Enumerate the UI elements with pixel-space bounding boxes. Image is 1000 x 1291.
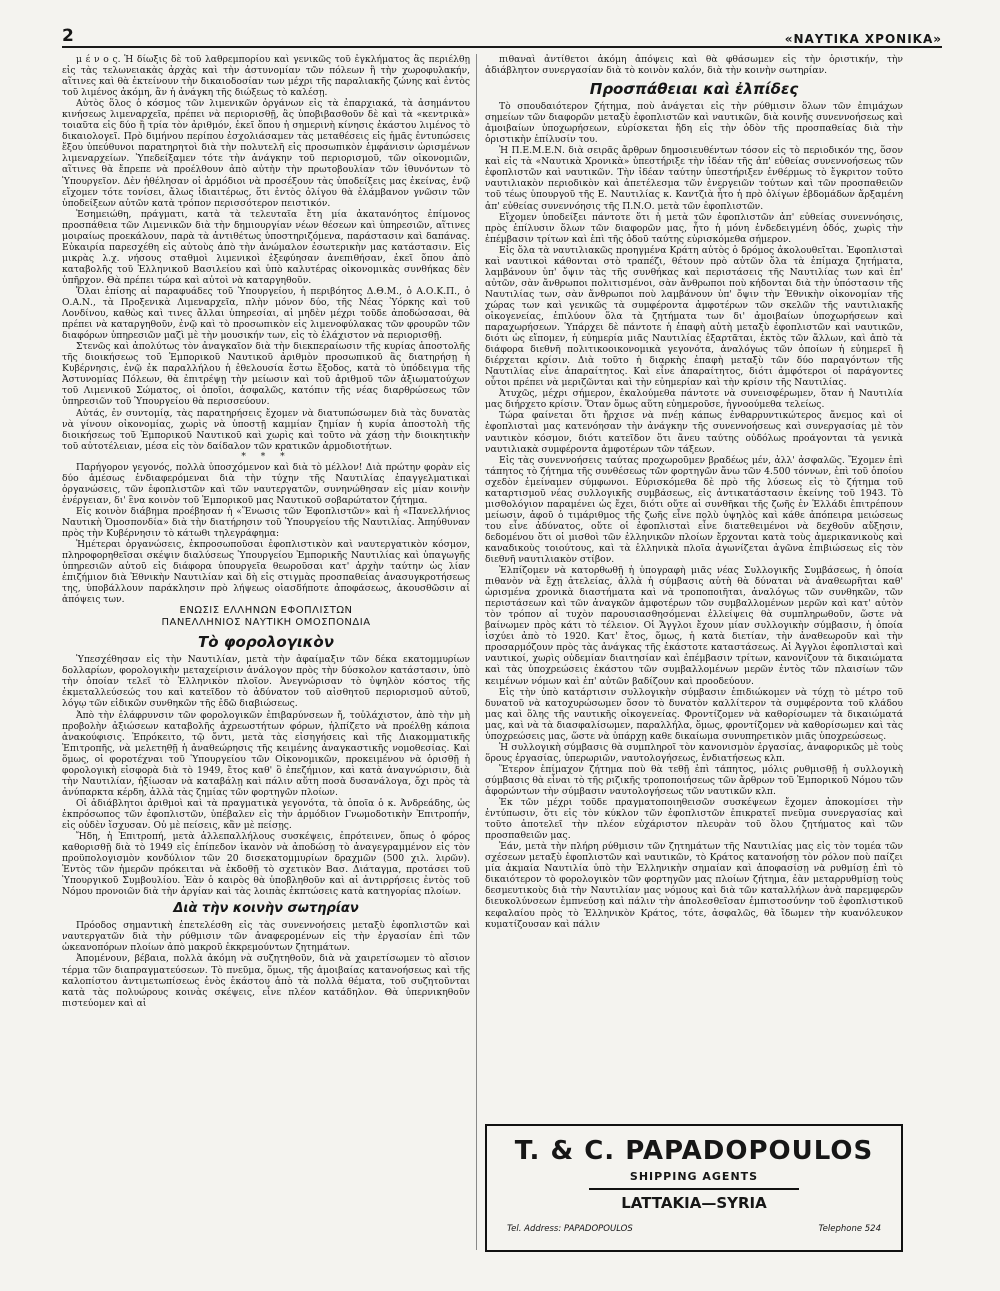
advertisement-box <box>485 1124 903 1252</box>
ad-rule <box>589 1188 799 1190</box>
masthead: «ΝΑΥΤΙΚΑ ΧΡΟΝΙΚΑ» <box>784 32 942 46</box>
page-number: 2 <box>62 26 74 46</box>
section-heading: Προσπάθειαι καὶ ἐλπίδες <box>589 80 799 99</box>
paragraph: Εἰς κοινὸν διάβημα προέβησαν ἡ «Ἕνωσις τῶν Ἐφοπλιστῶν» καὶ ἡ «Πανελλήνιος Ναυτικὴ Ὁμοσπονδία» διὰ τὴν διατήρησιν τοῦ Ὑπουργείου τῆς Ναυτιλίας. Ἀπηύθυναν πρὸς τὴν Κυβέρνησιν τὸ κάτωθι τηλεγράφημα: <box>62 505 470 539</box>
paragraph: Ἐσημειώθη, πράγματι, κατὰ τὰ τελευταῖα ἔτη μία ἀκατανόητος ἐπίμονος προσπάθεια τῶν Λιμενικῶν διὰ τὴν δημιουργίαν νέων θέσεων καὶ ὑπηρεσιῶν, αἵτινες μοιραίως προεκάλουν, παρὰ τὰ ἀντιθέτως ὑποστηριζόμενα, παράστασιν καὶ δαπάνας. Εὐκαιρία παρεσχέθη εἰς αὐτοὺς ἀπὸ τὴν ἀνώμαλον ἐσωτερικὴν μας κατάστασιν. Εἰς μικρὰς λ.χ. νήσους σταθμοὶ λιμενικοὶ ἐξεφύησαν ἀνεπιθήσαν, ἐκεῖ ὅπου ἀπὸ καταβολῆς τοῦ Ἑλληνικοῦ Βασιλείου καὶ ὑπὸ καλυτέρας οἰκονομικὰς συνθήκας δὲν ὑπῆρχον. Θὰ πρέπει τώρα καὶ αὐτοὶ νὰ καταργηθοῦν. <box>62 208 470 286</box>
paragraph: Εἴχομεν ὑποδείξει πάντοτε ὅτι ἡ μετὰ τῶν ἐφοπλιστῶν ἀπ' εὐθείας συνεννόησις, πρὸς ἐπίλυσιν ὅλων τῶν διαφορῶν μας, ἦτο ἡ μόνη ἐνδεδειγμένη ὁδός, χωρὶς τὴν ἐπέμβασιν τρίτων καὶ ἐπὶ τῆς ὁδοῦ ταύτης εὑρισκόμεθα σήμερον. <box>485 211 903 245</box>
paragraph: Εἰς ὅλα τὰ ναυτιλιακῶς προηγμένα Κράτη αὐτὸς ὁ δρόμος ἀκολουθεῖται. Ἐφοπλισταὶ καὶ ναυτικοὶ κάθονται στὸ τραπέζι, θέτουν πρὸ αὐτῶν ὅλα τὰ ἐπίμαχα ζητήματα, λαμβάνουν ὑπ' ὄψιν τὰς τῆς συνθήκας καὶ περιστάσεις τῆς Ναυτιλίας των καὶ ἐπ' αὐτῶν, σὰν ἄνθρωποι πολιτισμένοι, σὰν ἄνθρωποι ποὺ κήδονται διὰ τὴν ὑπόστασιν τῆς Ναυτιλίας των, σὰν ἄνθρωποι ποὺ λαμβάνουν ὑπ' ὄψιν τὴν Ἐθνικὴν οἰκονομίαν τῆς χώρας των καὶ γενικῶς τὰ συμφέροντα ἀμφοτέρων τῶν σκελῶν τῆς ναυτιλιακῆς οἰκογενείας, ἐπιλύουν ὅλα τὰ ζητήματα των δι' ἀμοιβαίων ὑποχωρήσεων καὶ παραχωρήσεων. Ὑπάρχει δὲ πάντοτε ἡ ἐπαφὴ αὐτὴ μεταξὺ ἐφοπλιστῶν καὶ ναυτικῶν, διότι ὡς εἴπομεν, ἡ εὐημερία μιᾶς Ναυτιλίας ἐξαρτᾶται, ἐκτὸς τῶν ἄλλων, καὶ ἀπὸ τὰ διάφορα διεθνῆ πολιτικοοικονομικὰ γεγονότα, ἀναλόγως τῶν ὁποίων ἡ εὐημερεῖ ἢ διέρχεται κρίσιν. Διὰ τοῦτο ἡ διαρκὴς ἐπαφὴ μεταξὺ τῶν δύο παραγόντων τῆς Ναυτιλίας εἶνε ἀπαραίτητος. Καὶ εἶνε ἀπαραίτητος, διότι ἀμφότεροι οἱ παράγοντες οὗτοι πρέπει νὰ μεριζῶνται καὶ τὴν εὐημερίαν καὶ τὴν κρίσιν τῆς Ναυτιλίας. <box>485 244 903 389</box>
ad-city: LATTAKIA—SYRIA <box>621 1193 767 1212</box>
paragraph: Ἡ Π.Ε.Μ.Ε.Ν. διὰ σειρᾶς ἄρθρων δημοσιευθέντων τόσον εἰς τὸ περιοδικόν της, ὅσον καὶ εἰς τὰ «Ναυτικὰ Χρονικὰ» ὑπεστήριξε τὴν ἰδέαν τῆς ἀπ' εὐθείας συνεννοήσεως τῶν ἐφοπλιστῶν καὶ ναυτικῶν. Τὴν ἰδέαν ταύτην ὑπεστήριξεν ἐνθέρμως τὸ ἔγκριτον τοῦτο ναυτιλιακὸν περιοδικὸν καὶ ἀπετέλεσμα τῶν ἐνεργειῶν τούτων καὶ τῶν προσπαθειῶν τοῦ τέως ὑπουργοῦ τῆς Ε. Ναυτιλίας κ. Καντζιὰ ἦτο ἡ πρὸ ὀλίγων ἑβδομάδων ἄρξαμένη ἀπ' εὐθείας συνεννόησις τῆς Π.Ν.Ο. μετὰ τῶν ἐφοπλιστῶν. <box>485 145 903 212</box>
ad-tagline: SHIPPING AGENTS <box>629 1170 759 1183</box>
paragraph: Στενῶς καὶ ἀπολύτως τὸν ἀναγκαῖον διὰ τὴν διεκπεραίωσιν τῆς κυρίας ἀποστολῆς τῆς διοικήσεως τοῦ Ἐμπορικοῦ Ναυτικοῦ ἀριθμὸν προσωπικοῦ ἂς διατηρήσῃ ἡ Κυβέρνησις, ἐνῷ ἐκ παραλλήλου ἡ ἐθελουσία ἔστω ἔξοδος, κατὰ τὸ ὑπόδειγμα τῆς Ἀστυνομίας Πόλεων, θὰ ἐπιτρέψῃ τὴν μείωσιν καὶ τοῦ ἀριθμοῦ τῶν ἀξιωματούχων τοῦ Λιμενικοῦ Σώματος, οἱ ὁποῖοι, ἀσφαλῶς, κατόπιν τῆς νέας διαρθρώσεως τῶν ὑπηρεσιῶν τοῦ Ὑπουργείου θὰ περισσεύουν. <box>62 341 470 408</box>
section-heading: Διὰ τὴν κοινὴν σωτηρίαν <box>173 901 359 917</box>
column-divider <box>476 54 477 1250</box>
paragraph: Ἐλπίζομεν νὰ κατορθωθῇ ἡ ὑπογραφὴ μιᾶς νέας Συλλογικῆς Συμβάσεως, ἡ ὁποία πιθανὸν νὰ ἔχῃ ἀτελείας, ἀλλὰ ἡ σύμβασις αὐτὴ θὰ δύναται νὰ ἀναθεωρῆται καθ' ὡρισμένα χρονικὰ διαστήματα καὶ νὰ τροποποιῆται, ἀναλόγως τῶν συνθηκῶν, τῶν περιστάσεων καὶ τῶν ἀναγκῶν ἀμφοτέρων τῶν συμβαλλομένων μερῶν καὶ κατ' αὐτὸν τὸν τρόπον αἱ τυχὸν παρουσιασθησόμεναι ἐλλείψεις θὰ συμπληρωθοῦν, ὥστε νὰ βαίνωμεν πρὸς κάτι τὸ τέλειον. Οἱ Ἄγγλοι ἔχουν μίαν συλλογικὴν σύμβασιν, ἡ ὁποία ἰσχύει ἀπὸ τὸ 1920. Κατ' ἔτος, ὅμως, ἡ κατὰ διετίαν, τὴν ἀναθεωροῦν καὶ τὴν προσαρμόζουν πρὸς τὰς ἀνάγκας τῆς ἑκάστοτε καταστάσεως. Αἱ Ἀγγλοι ἐφοπλισταὶ καὶ ναυτικοί, χωρὶς οὐδεμίαν διαιτησίαν καὶ ἐπέμβασιν τρίτων, κανονίζουν τὰ δικαιώματα καὶ τὰς ὑποχρεώσεις ἑκάστου τῶν συμβαλλομένων μερῶν ἐντὸς τῶν πλαισίων τῶν κειμένων νόμων καὶ ἐπ' αὐτῶν βαδίζουν καὶ προοδεύουν. <box>485 565 903 687</box>
paragraph: Τὸ σπουδαιότερον ζήτημα, ποὺ ἀνάγεται εἰς τὴν ρύθμισιν ὅλων τῶν ἐπιμάχων σημείων τῶν διαφορῶν μεταξὺ ἐφοπλιστῶν καὶ ναυτικῶν, διὰ κοινῆς συνεννοήσεως καὶ ἀμοιβαίων ὑποχωρήσεων, εὑρίσκεται ἤδη εἰς τὴν ὁδὸν τῆς προσπαθείας διὰ τὴν ὁριστικὴν ἐπίλυσίν του. <box>485 101 903 146</box>
paragraph: Τώρα φαίνεται ὅτι ἤρχισε νὰ πνέῃ κάπως ἐνθαρρυντικώτερος ἄνεμος καὶ οἱ ἐφοπλισταὶ μας κατενόησαν τὴν ἀνάγκην τῆς συνεννοήσεως καὶ συνεργασίας μὲ τὸν ναυτικὸν κόσμον, διότι κατεῖδον ὅτι ἄνευ ταύτης οὐδόλως προάγονται τὰ γενικὰ ναυτιλιακὰ συμφέροντα ἀμφοτέρων τῶν τάξεων. <box>485 410 903 455</box>
paragraph: Ἐκ τῶν μέχρι τοῦδε πραγματοποιηθεισῶν συσκέψεων ἔχομεν ἀποκομίσει τὴν ἐντύπωσιν, ὅτι εἰς τὸν κύκλον τῶν ἐφοπλιστῶν ἐπικρατεῖ πνεῦμα συνεργασίας καὶ τοῦτο ἀποτελεῖ τὴν πλέον εὐχάριστον πλευρὰν τοῦ ὅλου ζητήματος καὶ τῶν προσπαθειῶν μας. <box>485 797 903 842</box>
ad-company-name: T. & C. PAPADOPOULOS <box>514 1136 874 1166</box>
paragraph: Εἰς τὰς συνεννοήσεις ταύτας προχωροῦμεν βραδέως μέν, ἀλλ' ἀσφαλῶς. Ἔχομεν ἐπὶ τάπητος τὸ ζήτημα τῆς συνθέσεως τῶν φορτηγῶν ἄνω τῶν 4.500 τόννων, ἐπὶ τοῦ ὁποίου σχεδὸν ἐμείναμεν σύμφωνοι. Εὑρισκόμεθα δὲ πρὸ τῆς λύσεως εἰς τὸ ζήτημα τοῦ καταρτισμοῦ νέας συλλογικῆς συμβάσεως, εἰς ἀντικατάστασιν ἐκείνης τοῦ 1943. Τὸ μισθολόγιον παραμένει ὡς ἔχει, διότι οὔτε αἱ συνθῆκαι τῆς ζωῆς ἐν Ἑλλάδι ἐπιτρέπουν μείωσιν, ἀφοῦ ὁ τιμάριθμος τῆς ζωῆς εἶνε πολὺ ὑψηλὸς καὶ κάθε ἀπόπειρα μειώσεως του εἶνε ἀδύνατος, οὔτε οἱ ἐφοπλισταὶ εἶνε διατεθειμένοι νὰ δεχθοῦν αὔξησιν, δεδομένου ὅτι οἱ μισθοὶ τῶν ἑλληνικῶν πλοίων ἔρχονται κατὰ τοὺς ἀμερικανικοὺς καὶ καναδικοὺς τοιούτους, καὶ τὰ ἑλληνικὰ πλοῖα ἀγωνίζεται ἀγῶνα ἐπιβιώσεως εἰς τὸν διεθνῆ ναυτιλιακὸν στίβον. <box>485 454 903 566</box>
paragraph: Ὅλαι ἐπίσης αἱ παραφυάδες τοῦ Ὑπουργείου, ἡ περιβόητος Δ.Θ.Μ., ὁ Α.Ο.Κ.Π., ὁ Ο.Α.Ν., τὰ Προξενικὰ Λιμεναρχεῖα, πλὴν μόνον δύο, τῆς Νέας Ὑόρκης καὶ τοῦ Λονδίνου, καθὼς καὶ τινες ἄλλαι ὑπηρεσίαι, αἱ μηδὲν μέχρι τοῦδε ἀποδώσασαι, θὰ πρέπει νὰ καταργηθοῦν, ἐνῷ καὶ τὸ προσωπικὸν εἰς λιμενοφύλακας τῶν φρουρῶν τῶν διαφόρων ὑπηρεσιῶν μαζὶ μὲ τὴν μουσικήν των, εἰς τὸ ἐλάχιστον νὰ περιορισθῇ. <box>62 285 470 342</box>
paragraph: Ἀτυχῶς, μέχρι σήμερον, ἐκαλούμεθα πάντοτε νὰ συνεισφέρωμεν, ὅταν ἡ Ναυτιλία μας διήρχετο κρίσιν. Ὅταν ὅμως αὕτη εὐημεροῦσε, ἠγνοούμεθα τελείως. <box>485 388 903 411</box>
right-column <box>485 54 903 1117</box>
telegram-text: Ἡμέτεραι ὀργανώσεις, ἐκπροσωποῦσαι ἐφοπλιστικὸν καὶ ναυτεργατικὸν κόσμον, πληροφορηθεῖσαι σκέψιν διαλύσεως Ὑπουργείου Ἐμπορικῆς Ναυτιλίας καὶ ὑπαγωγῆς ὑπηρεσιῶν αὐτοῦ εἰς διάφορα ὑπουργεῖα θεωροῦσαι κατ' ἀρχὴν ταύτην ὡς λίαν ἐπιζήμιον διὰ Ἐθνικὴν Ναυτιλίαν καὶ δὴ εἰς στιγμὰς προσπαθείας ἀνασυγκροτήσεως της, ὑποβάλλουν παράκλησιν πρὸ λήψεως οἱασδήποτε ἀποφάσεως, ἀκουσθῶσιν αἱ ἀπόψεις των. <box>62 539 470 606</box>
paragraph: Εἰς τὴν ὑπὸ κατάρτισιν συλλογικὴν σύμβασιν ἐπιδιώκομεν νὰ τύχῃ τὸ μέτρο τοῦ δυνατοῦ νὰ κατοχυρώσωμεν ὅσον τὸ δυνατὸν καλλίτερον τὰ συμφέροντα τοῦ κλάδου μας καὶ ὅλης τῆς ναυτικῆς οἰκογενείας. Φροντίζομεν νὰ καθορίσωμεν τὰ δικαιώματά μας, καὶ νὰ τὰ διασφαλίσωμεν, παραλλήλα, ὅμως, φροντίζομεν νὰ καθορίσωμεν καὶ τὰς ὑποχρεώσεις μας, ὥστε νὰ ὑπάρχῃ καθε δικαίωμα συνυπηρετικὸν μιᾶς ὑποχρεώσεως. <box>485 686 903 742</box>
ad-footer <box>487 1212 901 1234</box>
section-heading: Τὸ φορολογικὸν <box>198 633 334 652</box>
paragraph: Ἤδη, ἡ Ἐπιτροπή, μετὰ ἀλλεπαλλήλους συσκέψεις, ἐπρότεινεν, ὅπως ὁ φόρος καθορισθῇ διὰ τὸ 1949 εἰς ἐπίπεδον ἱκανὸν νὰ ἀποδώσῃ τὸ ἀναγεγραμμένον εἰς τὸν προϋπολογισμὸν κονδύλιον τῶν 20 δισεκατομμυρίων δραχμῶν (500 χιλ. λιρῶν). Ἐντὸς τῶν ἡμερῶν πρόκειται νὰ ἐκδοθῇ τὸ σχετικὸν Βασ. Διάταγμα, προτάσει τοῦ Ὑπουργικοῦ Συμβουλίου. Ἐὰν ὁ καιρὸς θὰ ὑποβληθοῦν καὶ αἱ ἀντιρρήσεις ἐντὸς τοῦ Νόμου προνοιῶν διὰ τὴν ἀργίαν καὶ τὰς λοιπὰς ἐκπτώσεις κατὰ κατηγορίας πλοίων. <box>62 831 470 898</box>
section-stars: * * * <box>241 451 291 462</box>
paragraph: μ έ ν ο ς. Ἡ δίωξις δὲ τοῦ λαθρεμπορίου καὶ γενικῶς τοῦ ἐγκλήματος ἂς περιέλθῃ εἰς τὰς τελωνειακὰς ἀρχὰς καὶ τὴν ἀστυνομίαν τῶν πόλεων ἢ τὴν χωροφυλακήν, αἵτινες καὶ θὰ ἐκτείνουν τὴν δικαιοδοσίαν των μέχρι τῆς παραλιακῆς ζώνης καὶ ἐντὸς τοῦ λιμένος ἀκόμη, ἂν ἡ ἀνάγκη τῆς διώξεως τὸ καλέσῃ. <box>62 54 470 99</box>
paragraph: Ἀπὸ τὴν ἐλάφρυνσιν τῶν φορολογικῶν ἐπιβαρύνσεων ἤ, τοὐλάχιστον, ἀπὸ τὴν μὴ προβολὴν ἀξιώσεων καταβολῆς ἀχρεωστήτων φόρων, ἠλπίζετο νὰ προέλθῃ κάποια ἀνακούφισις. Ἐπρόκειτο, τῷ ὄντι, μετὰ τὰς εἰσηγήσεις καὶ τῆς Διακομματικῆς Ἐπιτροπῆς, νὰ μελετηθῇ ἡ ἀναθεώρησις τῆς κειμένης ἀναγκαστικῆς νομοθεσίας. Καὶ ὅμως, οἱ φοροτέχναι τοῦ Ὑπουργείου τῶν Οἰκονομικῶν, προκειμένου νὰ ὁρισθῇ ἡ φορολογικὴ εἰσφορὰ διὰ τὸ 1949, ἔτος καθ' ὃ ἐπεζήμιον, καὶ κατὰ ἀναγνώρισιν, διὰ τὴν Ναυτιλίαν, ἠξίωσαν νὰ καταβάλῃ καὶ πάλιν αὕτη ποσὰ δυσανάλογα, ὄχι πρὸς τὰ ἀνύπαρκτα κέρδη, ἀλλὰ τὰς ζημίας τῶν φορτηγῶν πλοίων. <box>62 709 470 798</box>
paragraph: πιθαναὶ ἀντίθετοι ἀκόμη ἀπόψεις καὶ θὰ φθάσωμεν εἰς τὴν ὁριστικήν, τὴν ἀδιάβλητον συνεργασίαν διὰ τὸ κοινὸν καλόν, διὰ τὴν κοινὴν σωτηρίαν. <box>485 54 903 77</box>
paragraph: Ὑπεσχέθησαν εἰς τὴν Ναυτιλίαν, μετὰ τὴν ἀφαίμαξιν τῶν δέκα εκατομμυρίων δολλαρίων, φορολογικὴν μεταχείρισιν ἀνάλογον πρὸς τὴν δύσκολον κατάστασιν, ὑπὸ τὴν ὁποίαν τελεῖ τὸ Ἑλληνικὸν πλοῖον. Ἀνεγνώρισαν τὸ ὑψηλὸν κόστος τῆς ἐκμεταλλεύσεώς του καὶ κατεῖδον τὸ ἀδύνατον τοῦ αἰσθητοῦ περιορισμοῦ αὐτοῦ, λόγῳ τῶν εἰδικῶν συνθηκῶν τῆς ἐδῶ διαβιώσεως. <box>62 654 470 710</box>
paragraph: Αὐτάς, ἐν συντομίᾳ, τὰς παρατηρήσεις ἔχομεν νὰ διατυπώσωμεν διὰ τὰς δυνατὰς νὰ γίνουν οἰκονομίας, χωρὶς νὰ ὑποστῇ καμμίαν ζημίαν ἡ κυρία ἀποστολὴ τῆς διοικήσεως τοῦ Ἐμπορικοῦ Ναυτικοῦ καὶ χωρὶς καὶ τοῦτο νὰ χάσῃ τὴν διοικητικὴν τοῦ αὐτοτέλειαν, μέσα εἰς τὸν δαίδαλον τῶν κρατικῶν ἁρμοδιοτήτων. <box>62 407 470 452</box>
paragraph: Ἐάν, μετὰ τὴν πλήρη ρύθμισιν τῶν ζητημάτων τῆς Ναυτιλίας μας εἰς τὸν τομέα τῶν σχέσεων μεταξὺ ἐφοπλιστῶν καὶ ναυτικῶν, τὸ Κράτος κατανοήσῃ τὸν ρόλον ποὺ παίζει μία ἀκμαία Ναυτιλία ὑπὸ τὴν Ἑλληνικὴν σημαίαν καὶ ἀποφασίσῃ νὰ ρυθμίσῃ ἐπὶ τὸ δικαιότερον τὸ φορολογικὸν τῶν φορτηγῶν μας πλοίων ζήτημα, ἐὰν μεταρρυθμίσῃ τοὺς δεσμευτικοὺς διὰ τὴν Ναυτιλίαν μας νόμους καὶ διὰ τῶν καταλλήλων ἀνὰ παρεμφερῶν διευκολύνσεων ἐμπνεύσῃ καὶ πάλιν τὴν ἀπολεσθεῖσαν ἐμπιστοσύνην τοῦ ἐφοπλιστικοῦ κεφαλαίου πρὸς τὸ Ἑλληνικὸν Κράτος, τότε, ἀσφαλῶς, θὰ ἴδωμεν τὴν κυανόλευκον κυματίζουσαν καὶ πάλιν <box>485 841 903 930</box>
left-column <box>62 54 470 1254</box>
paragraph: Οἱ ἀδιάβλητοι ἀριθμοὶ καὶ τὰ πραγματικὰ γεγονότα, τὰ ὁποῖα ὁ κ. Ἀνδρεάδης, ὡς ἐκπρόσωπος τῶν ἐφοπλιστῶν, ὑπέβαλεν εἰς τὴν ἁρμόδιον Γνωμοδοτικὴν Ἐπιτροπήν, εἰς οὐδὲν ἴσχυσαν. Οὐ μὲ πείσεις, κἂν μὲ πείσῃς. <box>62 797 470 831</box>
page-header <box>62 24 942 48</box>
ad-telephone: Telephone 524 <box>818 1223 881 1234</box>
ad-tel-address: Tel. Address: PAPADOPOULOS <box>507 1223 633 1234</box>
paragraph: Πρόοδος σημαντικὴ ἐπετελέσθη εἰς τὰς συνεννοήσεις μεταξὺ ἐφοπλιστῶν καὶ ναυτεργατῶν διὰ τὴν ρύθμισιν τῶν ἀναφερομένων εἰς τὴν ἐργασίαν ἐπὶ τῶν ὠκεανοπόρων πλοίων ἀπὸ μακροῦ ἐκκρεμούντων ζητημάτων. <box>62 920 470 954</box>
paragraph: Ἡ συλλογικὴ σύμβασις θὰ συμπληροῖ τὸν κανονισμὸν ἐργασίας, ἀναφορικῶς μὲ τοὺς ὅρους ἐργασίας, ὑπερωριῶν, ναυτολογήσεως, ἐνδιατήσεως κλπ. <box>485 741 903 764</box>
paragraph: Αὐτὸς ὅλος ὁ κόσμος τῶν λιμενικῶν ὀργάνων εἰς τὰ ἐπαρχιακά, τὰ ἀσημάντου κινήσεως λιμεναρχεῖα, πρέπει νὰ περιορισθῇ, ἂς ὑποβιβασθοῦν δὲ καὶ τὰ «κεντρικὰ» τοιαῦτα εἰς δύο ἢ τρία τὸν ἀριθμόν, ἐκεῖ ὅπου ἡ σημερινὴ κίνησις ἑκάστου λιμένος τὸ δικαιολογεῖ. Πρὸ διμήνου περίπου ἐσχολιάσαμεν τὰς μεταθέσεις εἰς ἡμᾶς ἐντυπώσεις ἔξου ὑπεύθυνοι παρατηρητοὶ διὰ τὴν πολυτελῆ εἰς προσωπικὸν ἐμφάνισιν ὡρισμένων λιμεναρχείων. Ὑπεδείξαμεν τότε τὴν ἀνάγκην τοῦ περιορισμοῦ, τῶν οἰκονομιῶν, αἵτινες θὰ ἔπρεπε νὰ προέλθουν ἀπὸ αὐτὴν τὴν πρωτοβουλίαν τῶν ἰθυνόντων τὸ Ὑπουργεῖον. Δὲν ἠθέλησαν οἱ ἁρμόδιοι νὰ προσέξουν τὰς ὑποδείξεις μας ἐκείνας, ἐνῷ εἴχομεν τότε τονίσει, ἄλως ἰδιαιτέρως, ὅτι ἐντὸς ὀλίγου θὰ ἐλάμβανον γνῶσιν τῶν ὑποδείξεων αὐτῶν κατὰ τρόπον περισσότερον πειστικόν. <box>62 98 470 209</box>
paragraph: Ἕτερον ἐπίμαχον ζήτημα ποὺ θὰ τεθῇ ἐπὶ τάπητος, μόλις ρυθμισθῇ ἡ συλλογικὴ σύμβασις θὰ εἶναι τὸ τῆς ριζικῆς τροποποιήσεως τῶν ἄρθρων τοῦ Ἐμπορικοῦ Νόμου τῶν ἀφορώντων τὴν σύμβασιν ναυτολογήσεως τῶν ναυτικῶν κλπ. <box>485 763 903 797</box>
signature-line-2: ΠΑΝΕΛΛΗΝΙΟΣ ΝΑΥΤΙΚΗ ΟΜΟΣΠΟΝΔΙΑ <box>161 617 371 629</box>
paragraph: Παρήγορον γεγονός, πολλὰ ὑποσχόμενον καὶ διὰ τὸ μέλλον! Διὰ πρώτην φορὰν εἰς δύο ἀμέσως ἐνδιαφερόμεναι διὰ τὴν τύχην τῆς Ναυτιλίας ἐπαγγελματικαὶ ὀργανώσεις, τῶν ἐφοπλιστῶν καὶ τῶν ναυτεργατῶν, συνηνώθησαν εἰς μίαν κοινὴν ἐνέργειαν, δι' ἓνα κοινὸν τοῦ Ἐμπορικοῦ μας Ναυτικοῦ σοβαρώτατον ζήτημα. <box>62 461 470 506</box>
signature-line-1: ΕΝΩΣΙΣ ΕΛΛΗΝΩΝ ΕΦΟΠΛΙΣΤΩΝ <box>179 605 353 617</box>
paragraph: Ἀπομένουν, βέβαια, πολλὰ ἀκόμη νὰ συζητηθοῦν, διὰ νὰ χαιρετίσωμεν τὸ αἴσιον τέρμα τῶν διαπραγματεύσεων. Τὸ πνεῦμα, ὅμως, τῆς ἀμοιβαίας κατανοήσεως καὶ τῆς καλοπίστου ἀντιμετωπίσεως ἑνὸς ἑκάστου ἀπὸ τὰ πολλὰ θέματα, τοῦ συζητοῦνται κατὰ τὰς πολυώρους κοινὰς σκέψεις, εἶνε πλέον κατάδηλον. Θὰ ὑπερνικηθοῦν πιστεύομεν καὶ αἱ <box>62 953 470 1009</box>
